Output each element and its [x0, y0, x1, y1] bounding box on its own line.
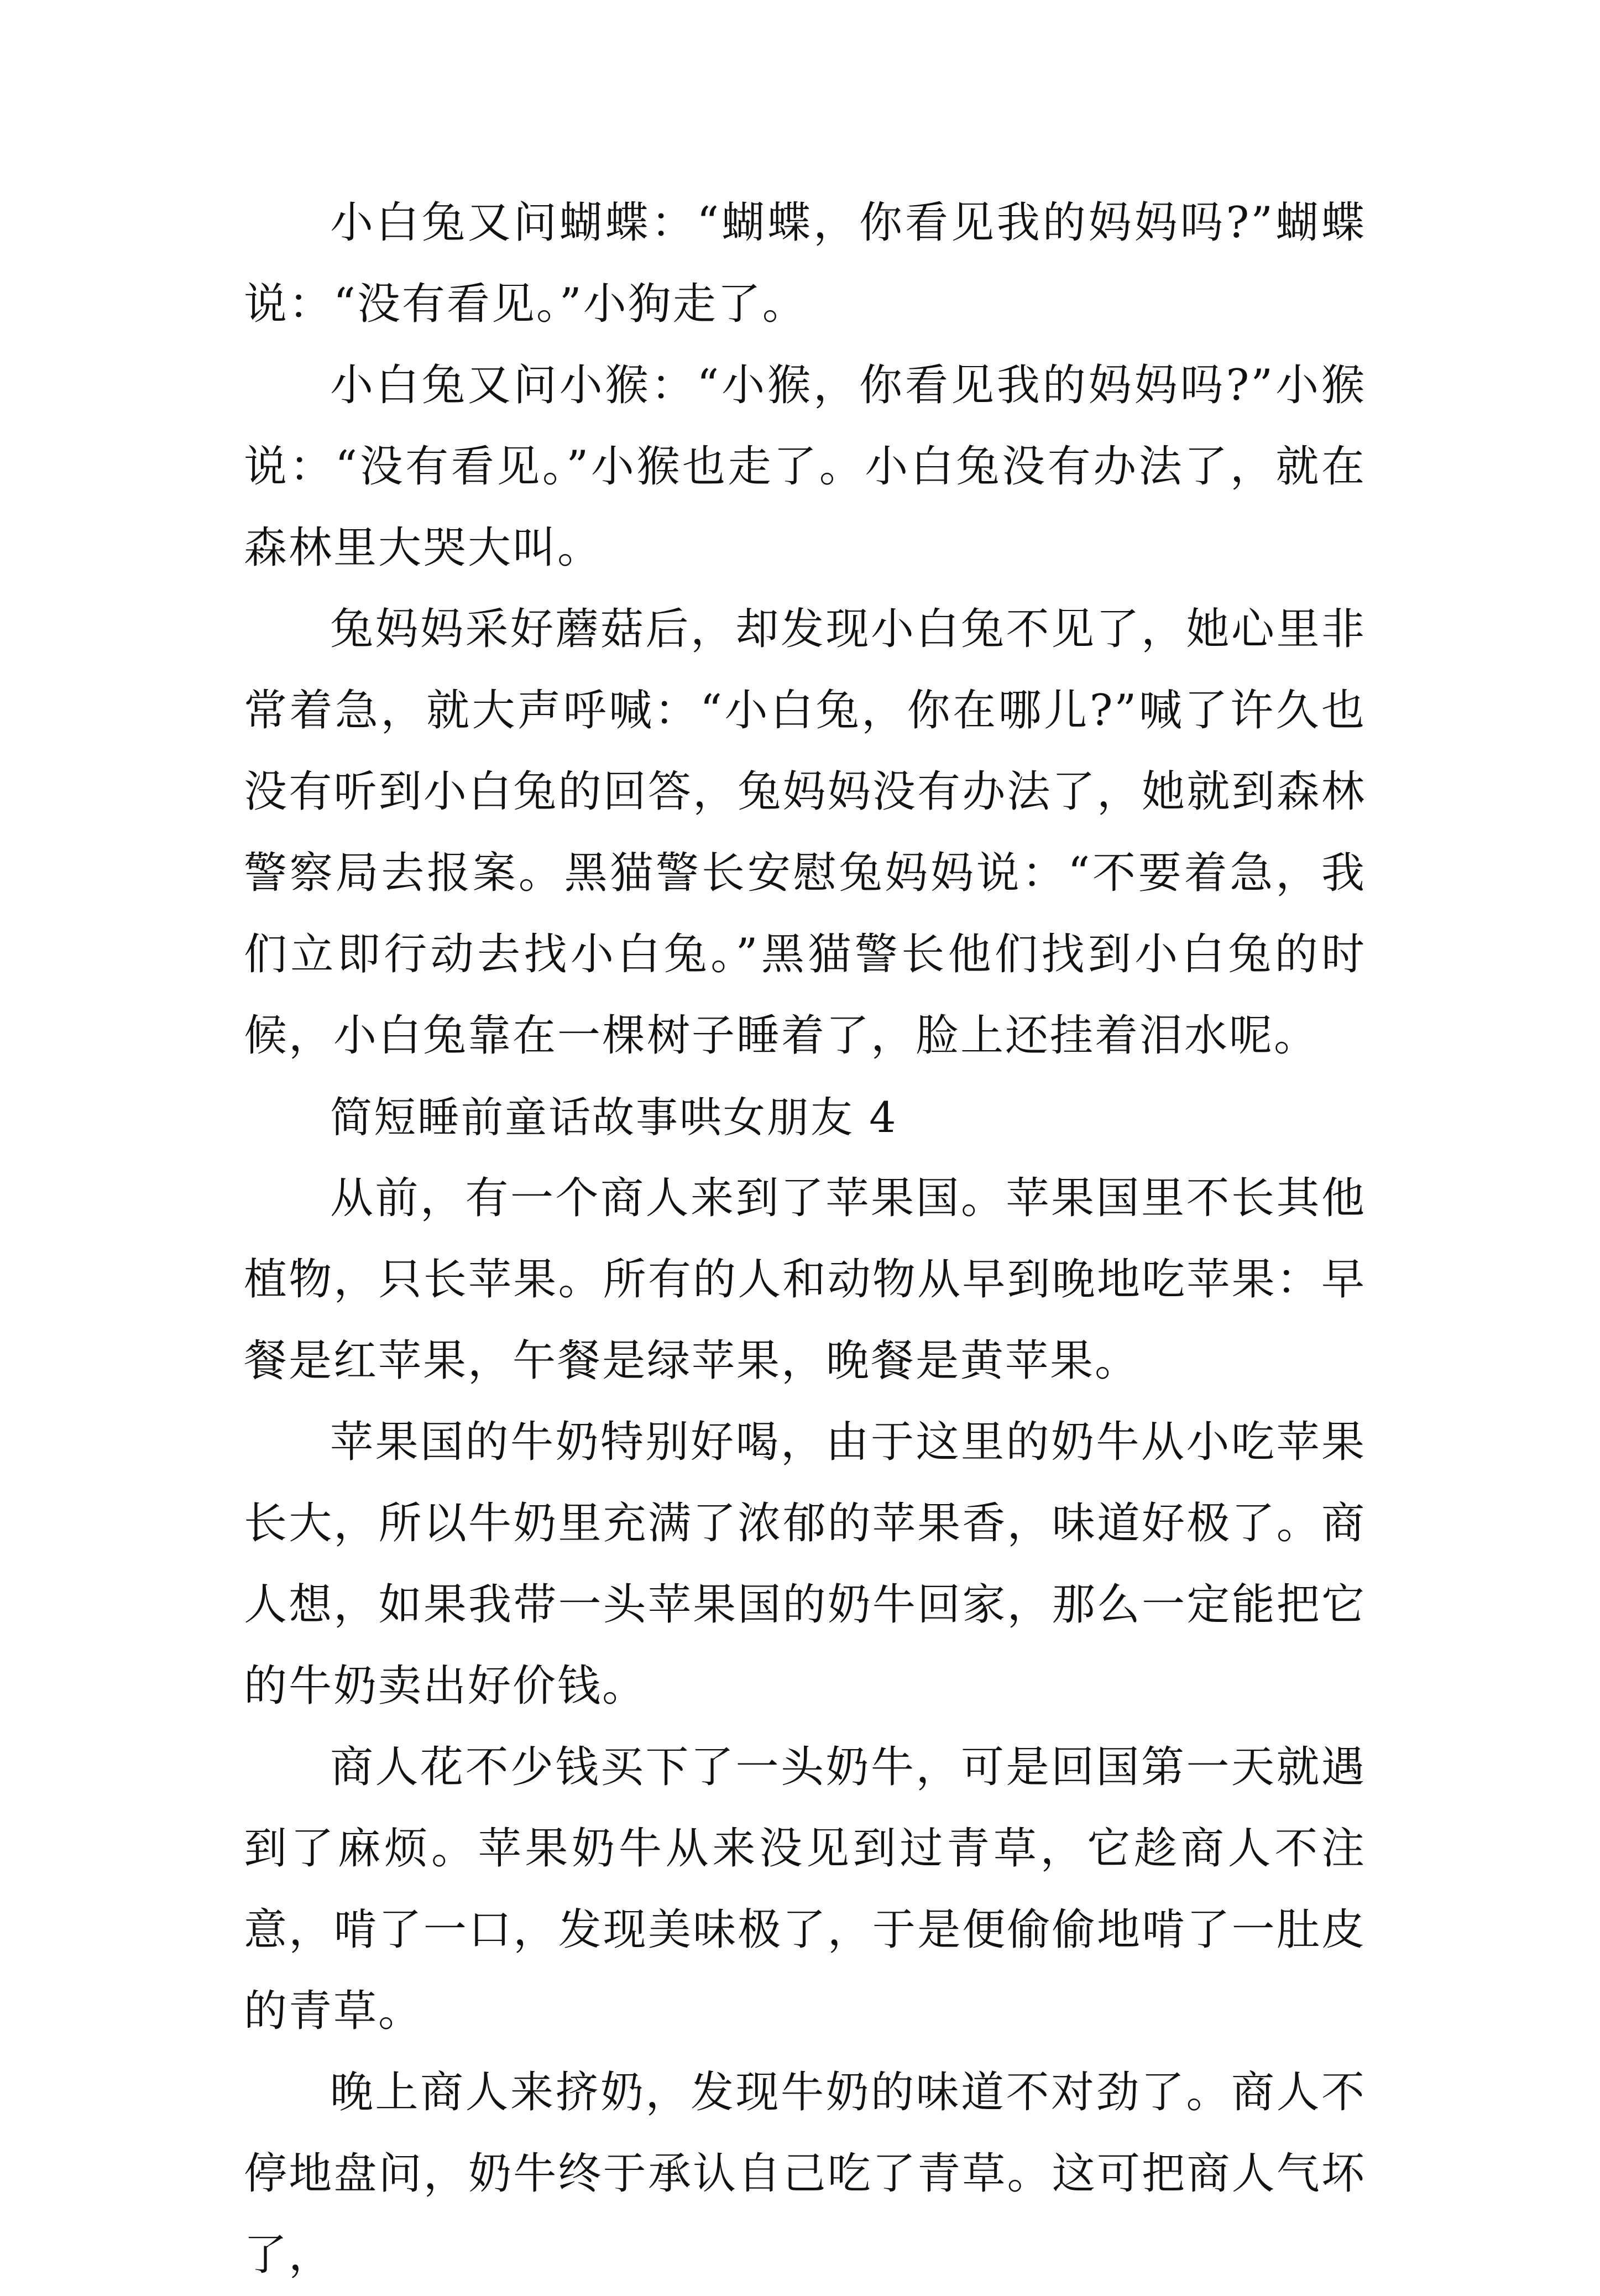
paragraph: 商人花不少钱买下了一头奶牛，可是回国第一天就遇到了麻烦。苹果奶牛从来没见到过青草，它趁商人不注意，啃了一口，发现美味极了，于是便偷偷地啃了一肚皮的青草。 — [244, 1742, 1366, 2036]
section-heading: 简短睡前童话故事哄女朋友 4 — [330, 1093, 898, 1142]
paragraph: 从前，有一个商人来到了苹果国。苹果国里不长其他植物，只长苹果。所有的人和动物从早到晚地吃苹果：早餐是红苹果，午餐是绿苹果，晚餐是黄苹果。 — [244, 1173, 1366, 1386]
paragraph: 晚上商人来挤奶，发现牛奶的味道不对劲了。商人不停地盘问，奶牛终于承认自己吃了青草。这可把商人气坏了， — [244, 2068, 1366, 2280]
document-body — [244, 182, 1366, 2296]
paragraph: 苹果国的牛奶特别好喝，由于这里的奶牛从小吃苹果长大，所以牛奶里充满了浓郁的苹果香，味道好极了。商人想，如果我带一头苹果国的奶牛回家，那么一定能把它的牛奶卖出好价钱。 — [244, 1417, 1366, 1711]
paragraph: 小白兔又问小猴：“小猴，你看见我的妈妈吗?”小猴说：“没有看见。”小猴也走了。小白兔没有办法了，就在森林里大哭大叫。 — [244, 361, 1366, 573]
paragraph: 小白兔又问蝴蝶：“蝴蝶，你看见我的妈妈吗?”蝴蝶说：“没有看见。”小狗走了。 — [244, 198, 1366, 329]
paragraph: 兔妈妈采好蘑菇后，却发现小白兔不见了，她心里非常着急，就大声呼喊：“小白兔，你在哪儿?”喊了许久也没有听到小白兔的回答，兔妈妈没有办法了，她就到森林警察局去报案。黑猫警长安慰兔妈妈说：“不要着急，我们立即行动去找小白兔。”黑猫警长他们找到小白兔的时候，小白兔靠在一棵树子睡着了，脸上还挂着泪水呢。 — [244, 604, 1366, 1061]
